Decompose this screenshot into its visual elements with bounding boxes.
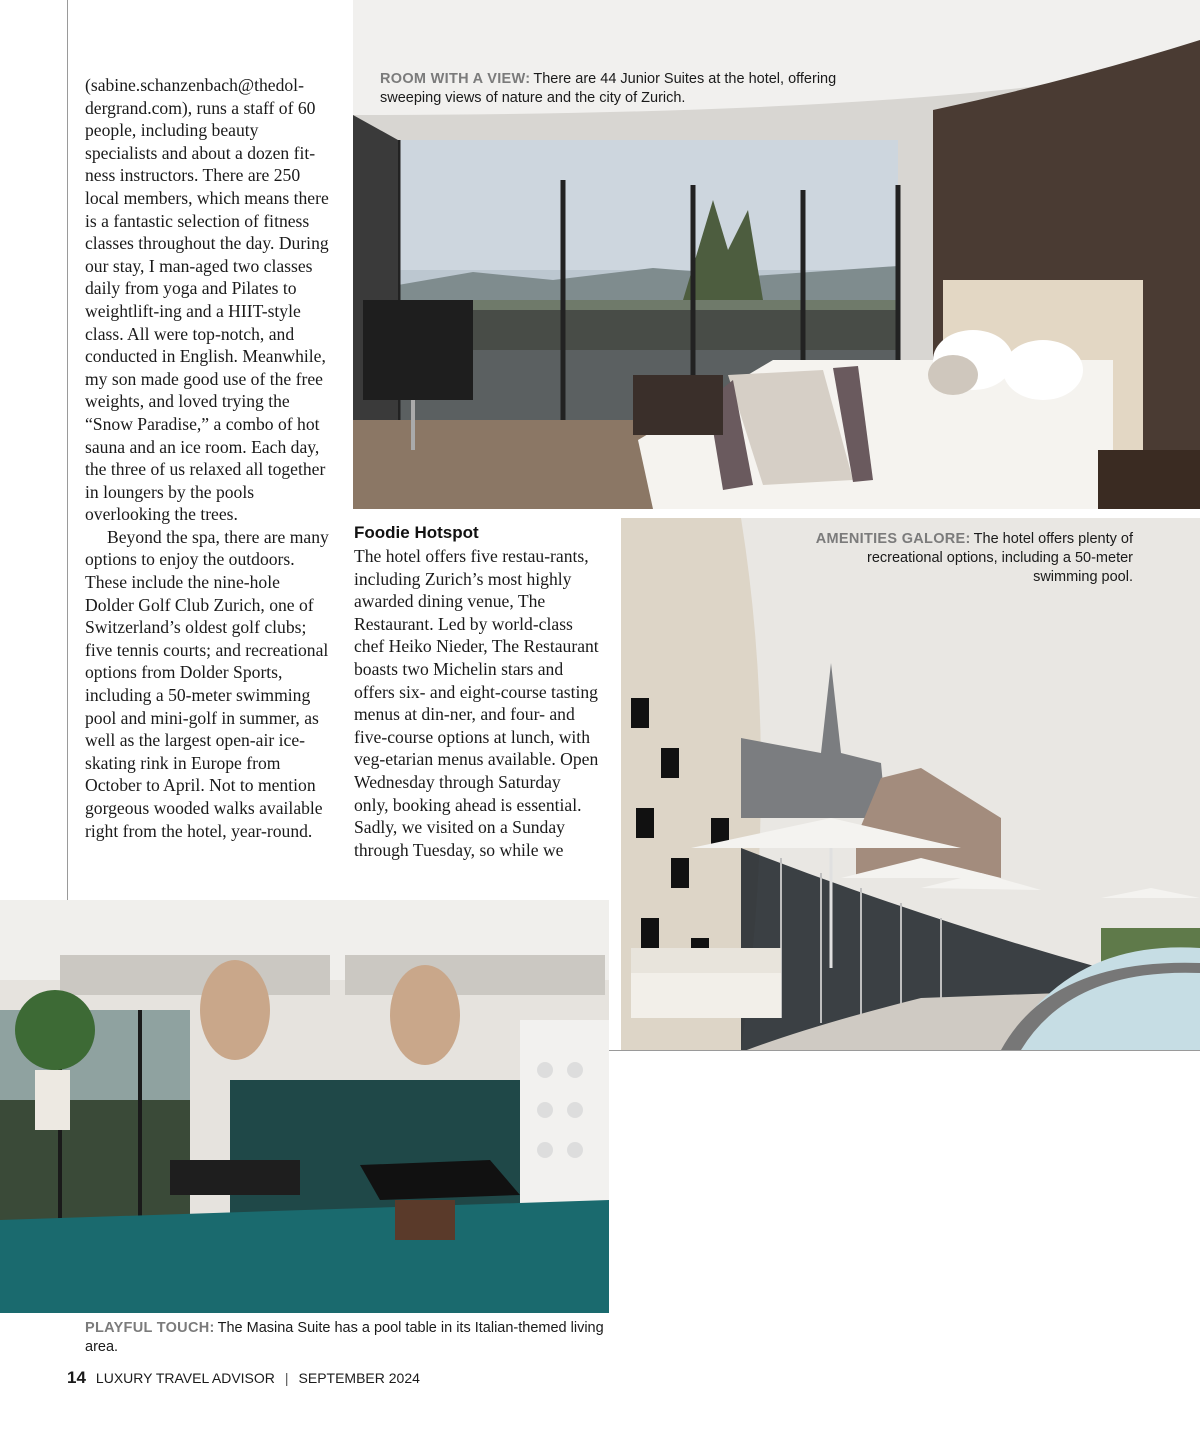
left-text-column [85, 74, 330, 842]
column-rule-vertical [67, 0, 68, 1050]
body-paragraph: (sabine.schanzenbach@thedol-dergrand.com), runs a staff of 60 people, including beauty specialists and about a dozen fit-ness instructors. There are 250 local members, which means there is a fantastic selection of fitness classes throughout the day. During our stay, I man-aged two classes daily from yoga and Pilates to weightlift-ing and a HIIT-style class. All were top-notch, and conducted in English. Meanwhile, my son made good use of the free weights, and loved trying the “Snow Paradise,” a combo of hot sauna and an ice room. Each day, the three of us relaxed all together in loungers by the pools overlooking the trees. [85, 75, 329, 525]
caption-kicker: AMENITIES GALORE: [815, 531, 971, 547]
masina-suite-photo [0, 900, 609, 1313]
suite-photo-caption [85, 1319, 605, 1357]
section-heading: Foodie Hotspot [354, 523, 479, 542]
publication-name: LUXURY TRAVEL ADVISOR [95, 1370, 275, 1386]
caption-kicker: PLAYFUL TOUCH: [85, 1320, 215, 1336]
caption-text: There are 44 Junior Suites at the hotel, offering sweeping views of nature and the city of Zurich. [380, 71, 837, 106]
issue-date: SEPTEMBER 2024 [298, 1370, 420, 1386]
footer-separator: | [284, 1370, 289, 1386]
caption-kicker: ROOM WITH A VIEW: [380, 71, 531, 87]
pool-terrace-photo [621, 518, 1200, 1050]
caption-text: The hotel offers plenty of recreational options, including a 50-meter swimming pool. [867, 531, 1133, 585]
page-footer [67, 1368, 420, 1388]
page-number: 14 [67, 1368, 86, 1387]
room-photo-caption [380, 70, 900, 108]
middle-text-column [354, 522, 599, 861]
caption-text: The Masina Suite has a pool table in its Italian-themed living area. [85, 1320, 604, 1355]
body-paragraph: Beyond the spa, there are many options to enjoy the outdoors. These include the nine-hole Dolder Golf Club Zurich, one of Switzerland’s oldest golf clubs; five tennis courts; and recreational options from Dolder Sports, including a 50-meter swimming pool and mini-golf in summer, as well as the largest open-air ice-skating rink in Europe from October to April. Not to mention gorgeous wooded walks available right from the hotel, year-round. [85, 526, 329, 841]
pool-photo-caption [800, 530, 1133, 587]
body-paragraph: The hotel offers five restau-rants, including Zurich’s most highly awarded dining venue, The Restaurant. Led by world-class chef Heiko Nieder, The Restaurant boasts two Michelin stars and offers six- and eight-course tasting menus at din-ner, and four- and five-course options at lunch, with veg-etarian menus available. Open Wednesday through Saturday only, booking ahead is essential. Sadly, we visited on a Sunday through Tuesday, so while we [354, 546, 599, 860]
